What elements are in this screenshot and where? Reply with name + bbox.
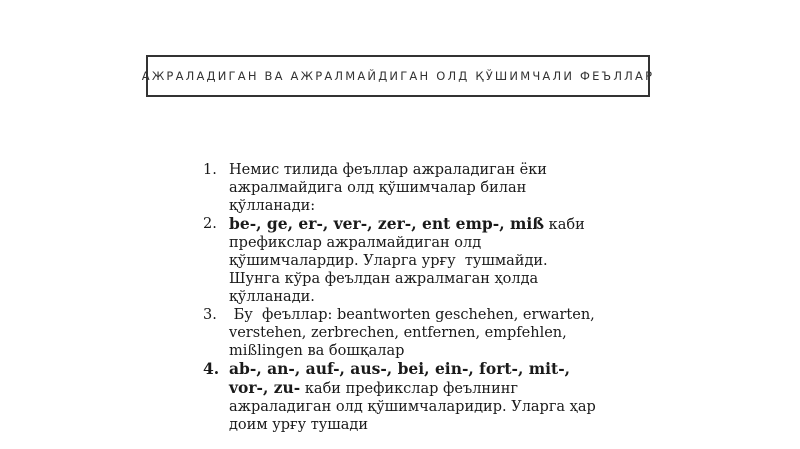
item-number: 4. (203, 359, 220, 378)
item-number: 2. (203, 216, 217, 232)
content-list (203, 161, 603, 434)
slide-title: АЖРАЛАДИГАН ВА АЖРАЛМАЙДИГАН ОЛД ҚЎШИМЧАЛИ ФЕЪЛЛАР (141, 69, 655, 83)
item-text: каби префикслар ажралмайдиган олд қўшимчалардир. Уларга урғу тушмайди. Шунга кўра феълдан ажралмаган ҳолда қўлланади. (229, 217, 590, 305)
list-item (203, 360, 603, 434)
title-box (141, 55, 655, 97)
item-number: 1. (203, 162, 217, 178)
item-text: каби префикслар феълнинг ажраладиган олд қўшимчаларидир. Уларга ҳар доим урғу тушади (229, 381, 601, 433)
item-number: 3. (203, 307, 217, 323)
prefix-list-bold: ab-, an-, auf-, aus-, bei, ein-, fort-, mit-, vor-, zu- (229, 359, 571, 397)
list-item (203, 215, 603, 306)
list-item (203, 306, 603, 360)
prefix-list-bold: be-, ge, er-, ver-, zer-, ent emp-, miß (229, 214, 545, 233)
item-text: Немис тилида феъллар ажраладиган ёки ажралмайдига олд қўшимчалар билан қўлланади: (229, 162, 552, 214)
list-item (203, 161, 603, 215)
item-text: Бу феъллар: beantworten geschehen, erwarten, verstehen, zerbrechen, entfernen, empfehlen, mißlingen ва бошқалар (229, 307, 600, 359)
